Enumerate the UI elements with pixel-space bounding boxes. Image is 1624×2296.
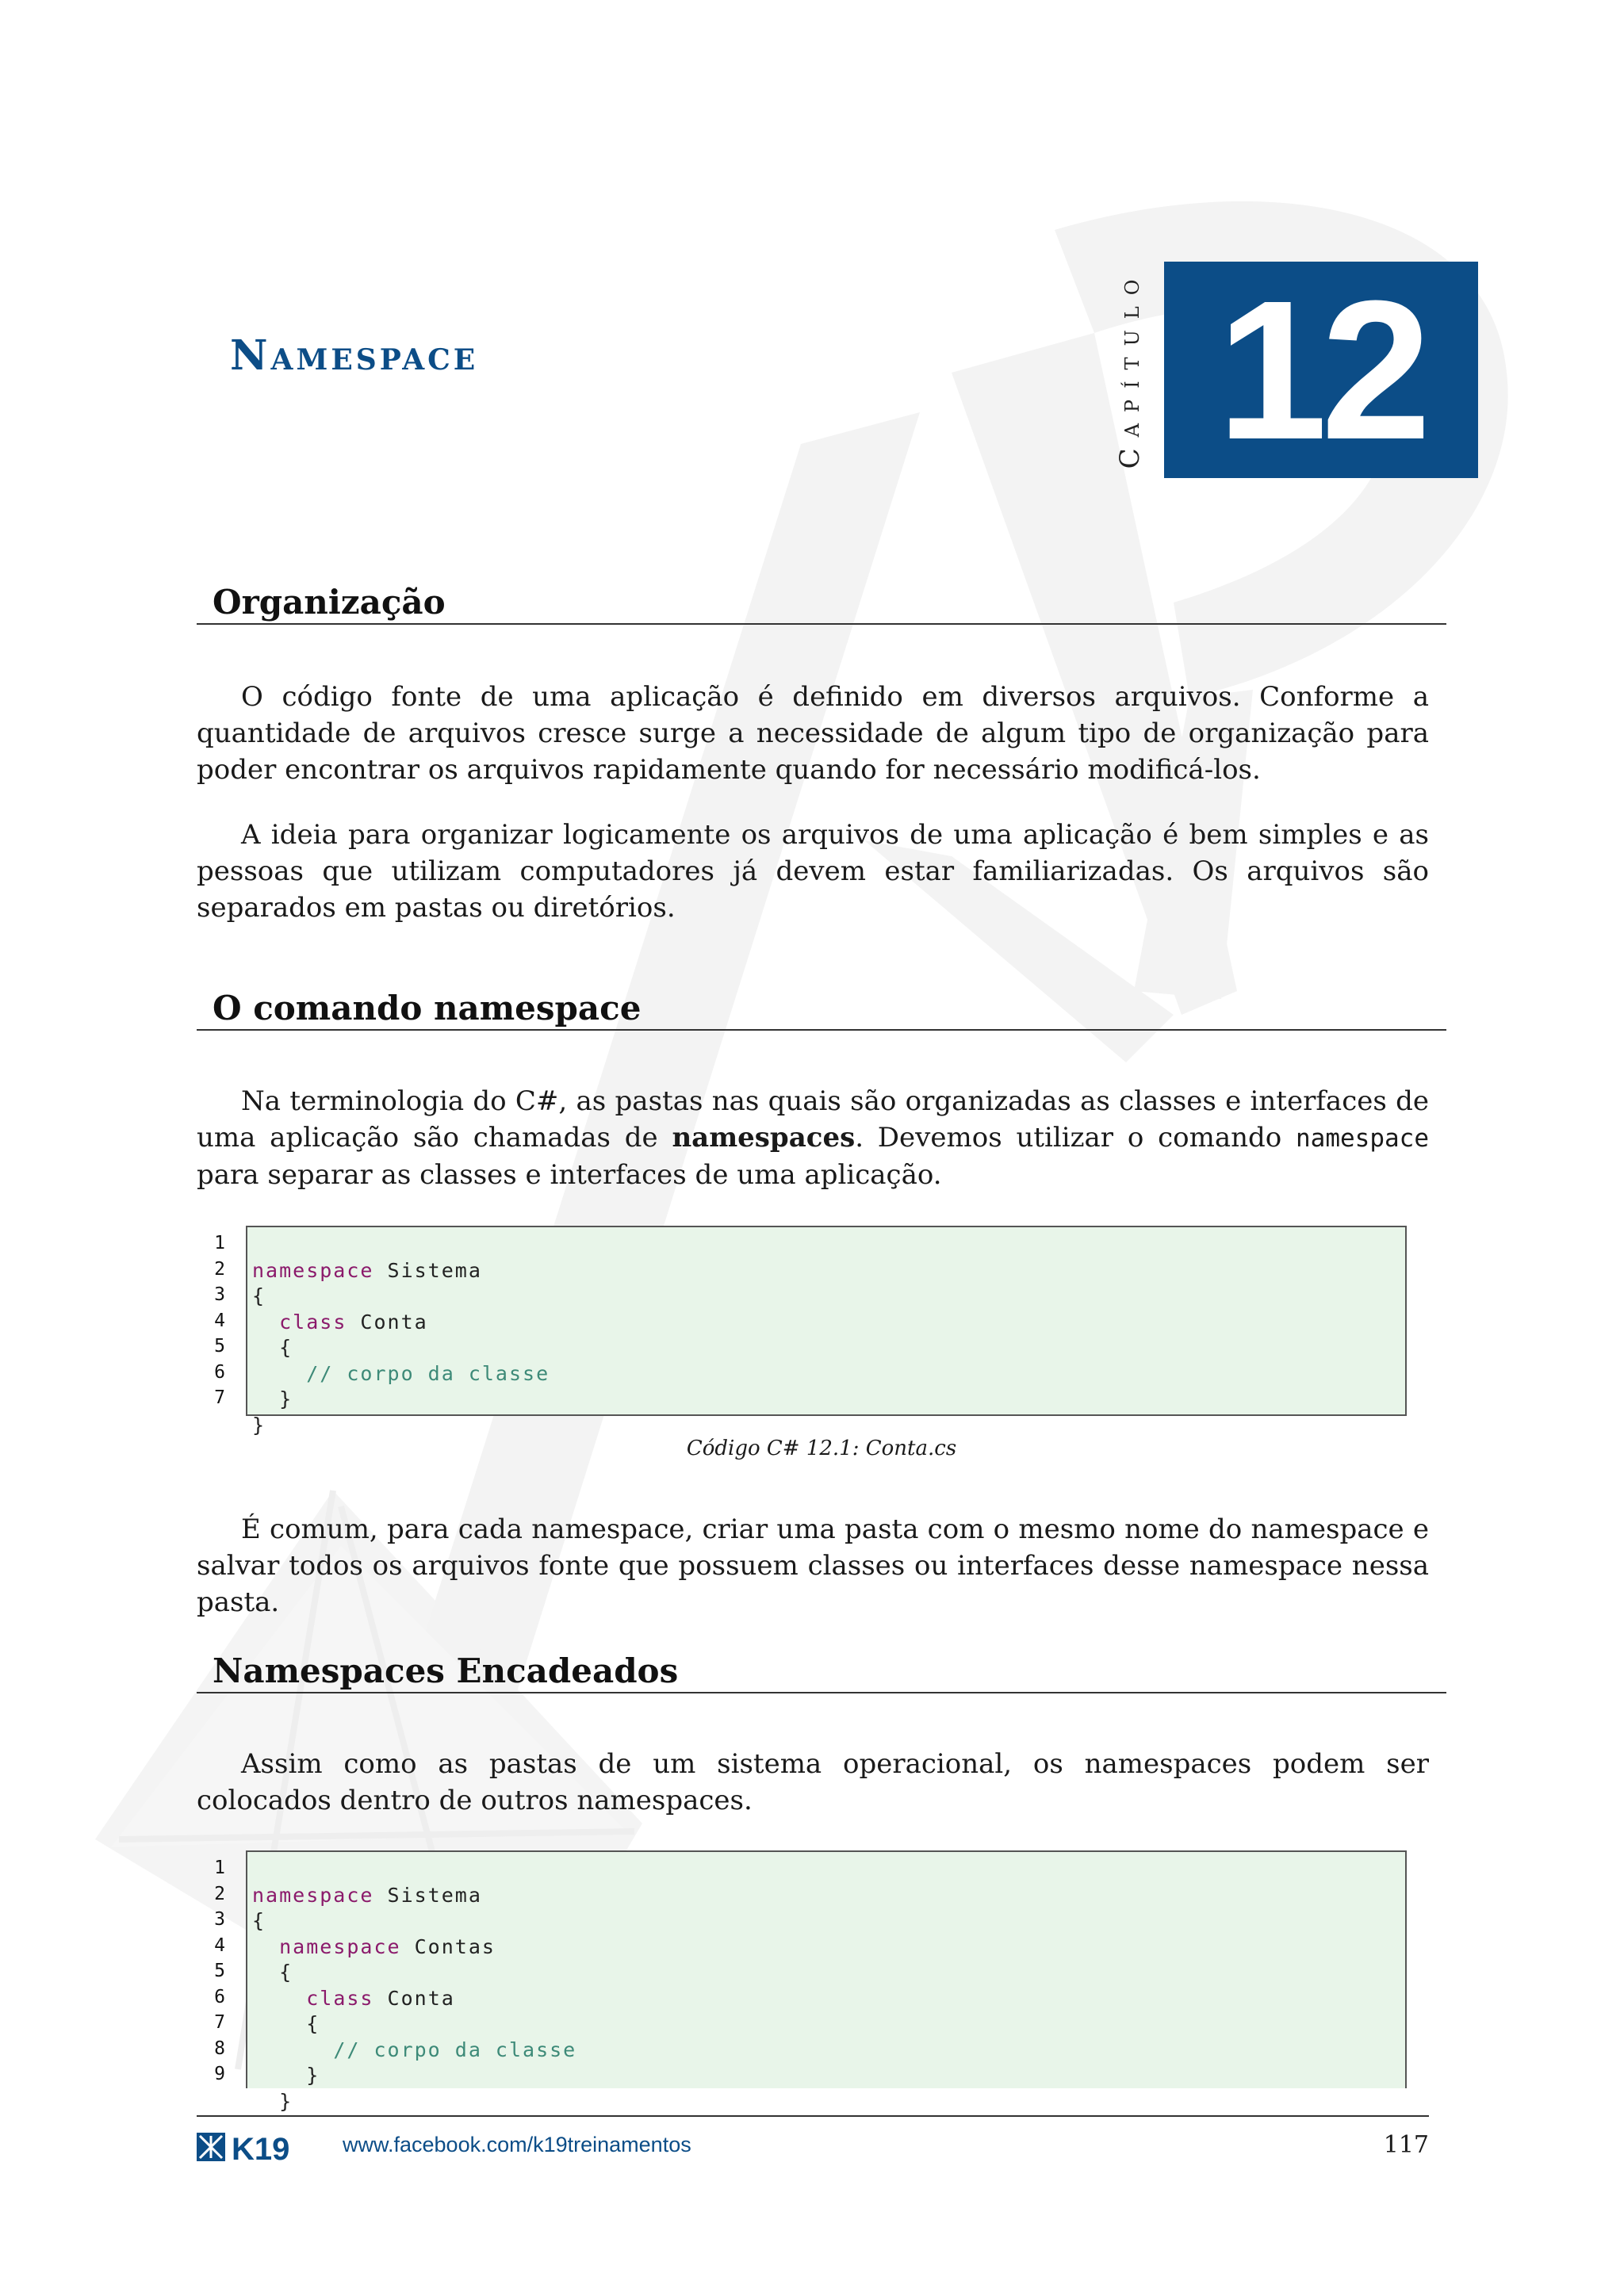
paragraph: Assim como as pastas de um sistema operacional, os namespaces podem ser colocados dentro de outros namespaces. (197, 1748, 1429, 1816)
chapter-label-text: Capítulo (1114, 268, 1146, 469)
paragraph: A ideia para organizar logicamente os arquivos de uma aplicação é bem simples e as pessoas que utilizam computadores já devem estar familiarizadas. Os arquivos são separados em pastas ou diretórios. (197, 819, 1429, 924)
inline-code: namespace (1296, 1124, 1429, 1153)
section-heading-text: Namespaces Encadeados (213, 1651, 679, 1690)
code-box: namespace Sistema { namespace Contas { class Conta { // corpo da classe } } (246, 1850, 1407, 2088)
section-heading-organizacao (197, 579, 1446, 625)
bold-term: namespaces (672, 1122, 856, 1154)
paragraph: Na terminologia do C#, as pastas nas quais são organizadas as classes e interfaces de uma aplicação são chamadas de namespaces. Devemos utilizar o comando namespace para separar as classes e interfaces de uma aplicação. (197, 1085, 1429, 1191)
paragraph: O código fonte de uma aplicação é definido em diversos arquivos. Conforme a quantidade de arquivos cresce surge a necessidade de algum tipo de organização para poder encontrar os arquivos rapidamente quando for necessário modificá-los. (197, 681, 1429, 786)
line-numbers: 1 2 3 4 5 6 7 8 9 (214, 1858, 225, 2084)
section-heading-comando-namespace (197, 985, 1446, 1031)
footer-url-link[interactable]: www.facebook.com/k19treinamentos (343, 2133, 691, 2156)
chapter-title: Namespace (230, 331, 479, 380)
svg-text:K19: K19 (232, 2132, 290, 2164)
page-number: 117 (1383, 2131, 1429, 2159)
code-listing-conta (197, 1226, 1410, 1437)
line-numbers: 1 2 3 4 5 6 7 (214, 1233, 225, 1408)
section-heading-text: Organização (213, 583, 446, 622)
chapter-label (1106, 258, 1154, 480)
code-listing-namespaces-encadeados (197, 1850, 1410, 2113)
chapter-number-box: 12 (1164, 262, 1478, 478)
paragraph: É comum, para cada namespace, criar uma pasta com o mesmo nome do namespace e salvar todos os arquivos fonte que possuem classes ou interfaces desse namespace nessa pasta. (197, 1513, 1429, 1618)
code-caption: Código C# 12.1: Conta.cs (686, 1437, 957, 1460)
code-box: namespace Sistema { class Conta { // corpo da classe } } (246, 1226, 1407, 1416)
section-heading-text: O comando namespace (213, 989, 642, 1027)
section-heading-namespaces-encadeados (197, 1647, 1446, 1693)
